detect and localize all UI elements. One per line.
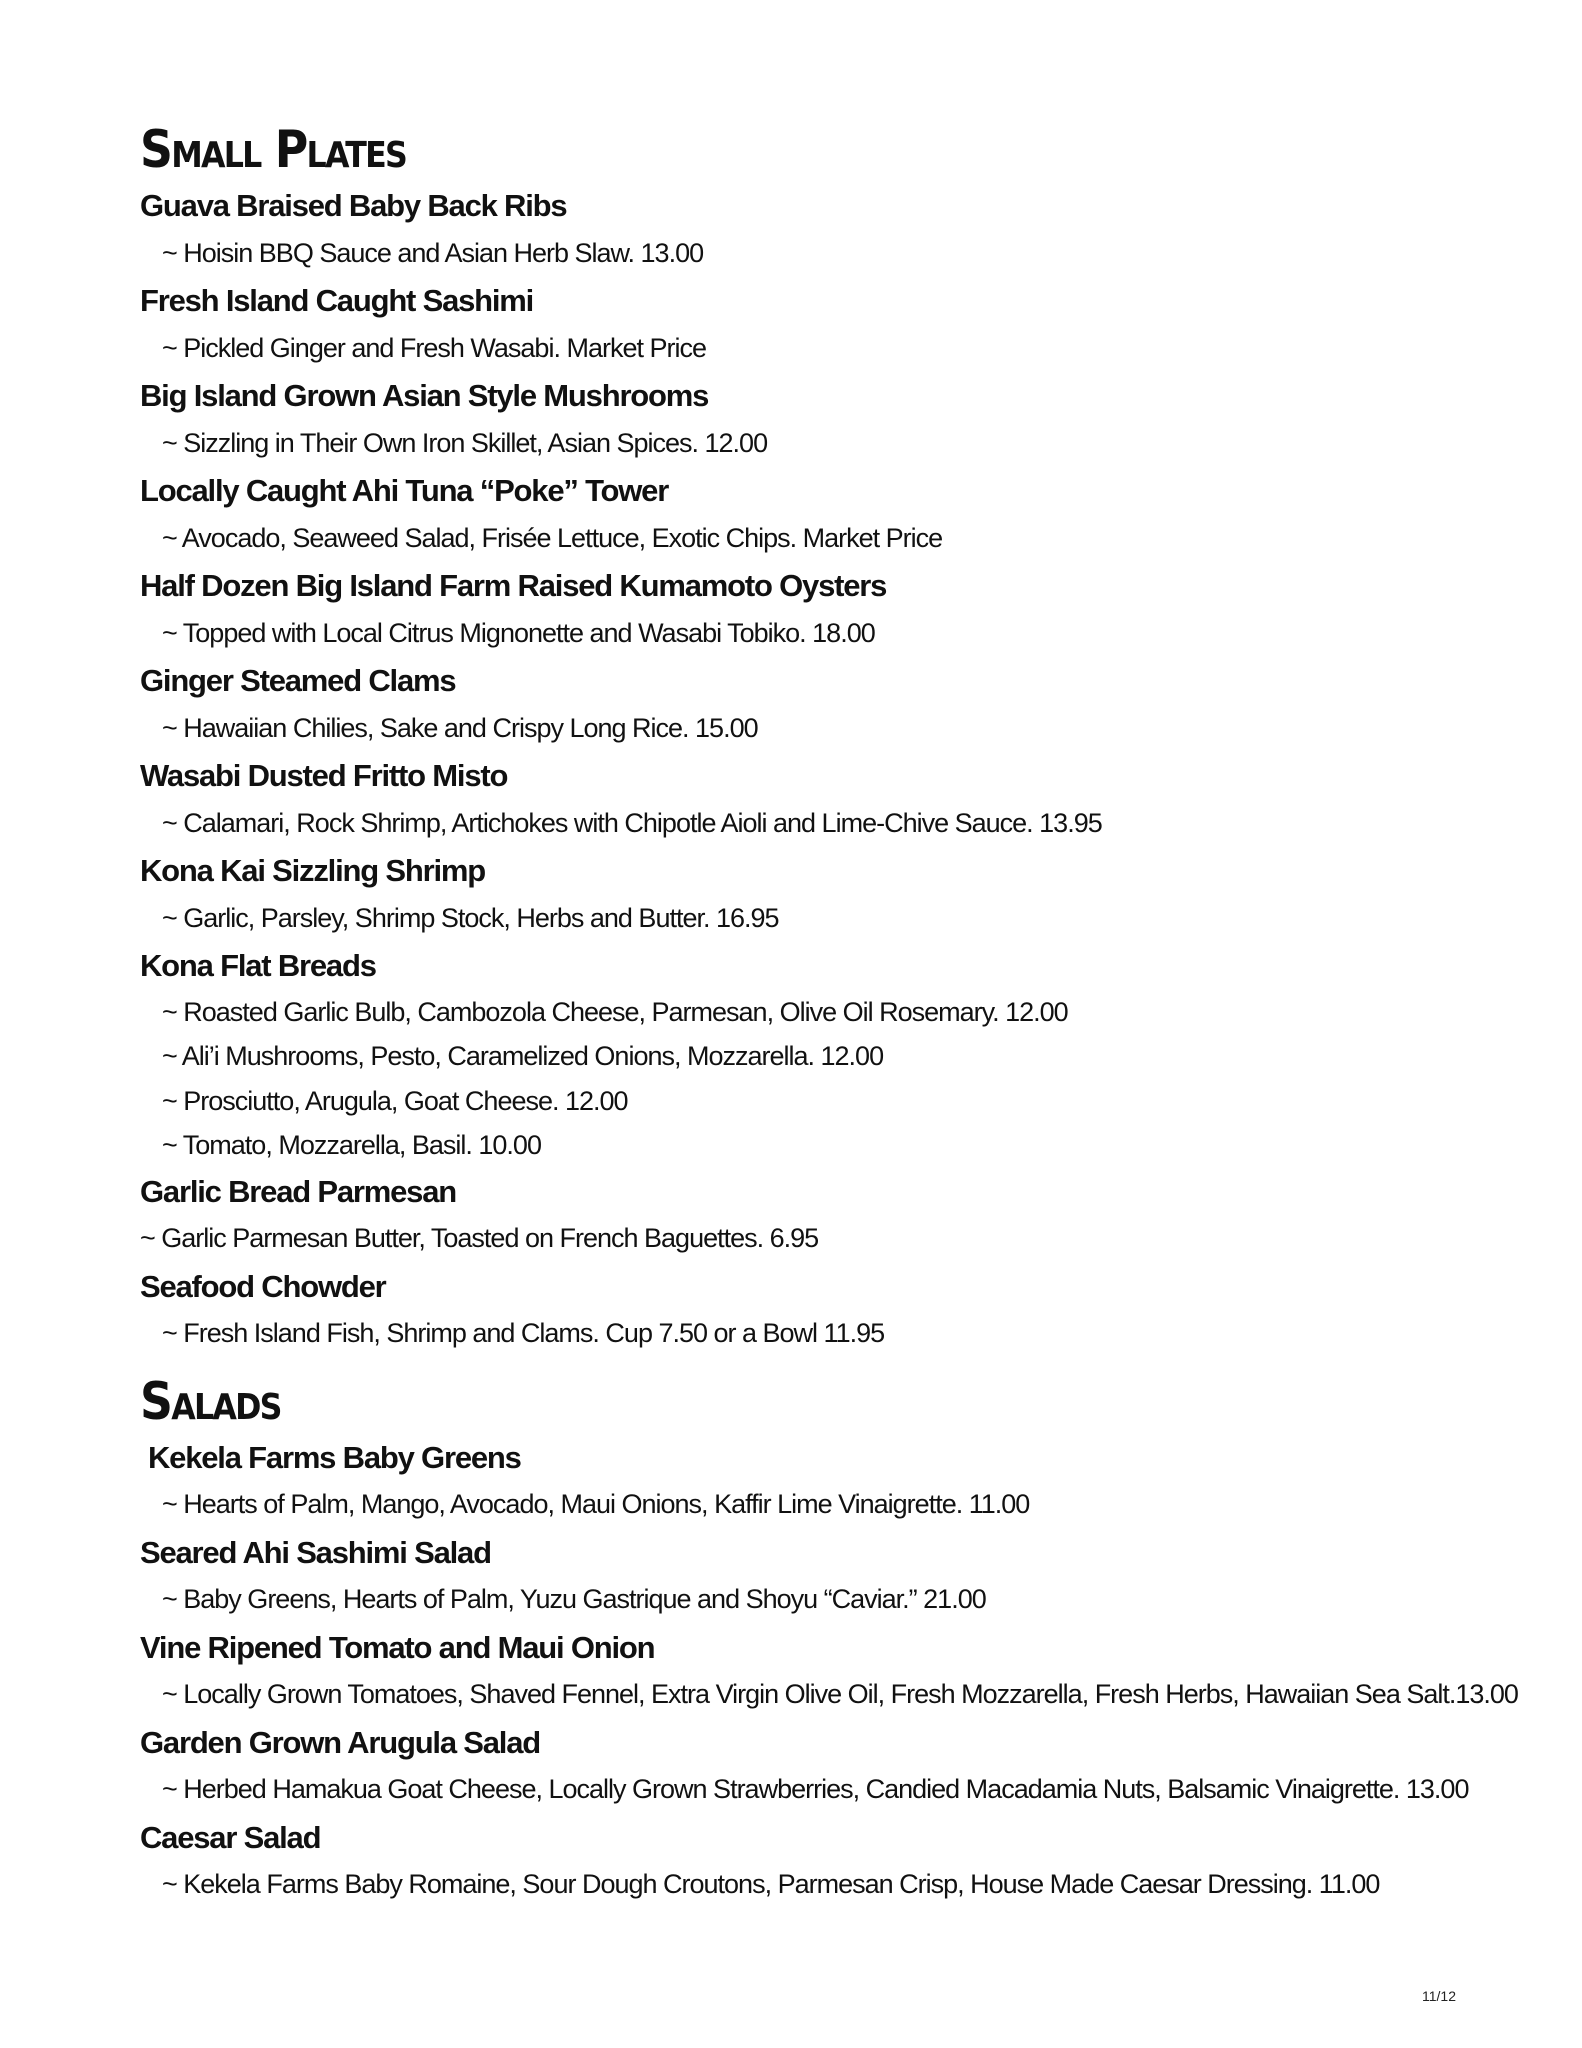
menu-item-name: Kona Flat Breads xyxy=(140,948,376,983)
menu-item-name: Locally Caught Ahi Tuna “Poke” Tower xyxy=(140,473,669,508)
menu-item-guava-ribs xyxy=(140,182,1460,277)
menu-item-description: ~ Ali’i Mushrooms, Pesto, Caramelized Onions, Mozzarella. 12.00 xyxy=(162,1041,884,1071)
menu-item-tomato-onion xyxy=(140,1624,1518,1719)
menu-item-description: ~ Roasted Garlic Bulb, Cambozola Cheese, Parmesan, Olive Oil Rosemary. 12.00 xyxy=(162,996,1068,1027)
menu-item-garlic-bread xyxy=(140,1168,1460,1263)
menu-item-name: Kekela Farms Baby Greens xyxy=(148,1439,521,1475)
menu-item-caesar-salad xyxy=(140,1814,1460,1909)
menu-item-description: ~ Avocado, Seaweed Salad, Frisée Lettuce, Exotic Chips. Market Price xyxy=(162,522,943,553)
menu-item-flat-breads xyxy=(140,942,1460,1168)
menu-item-name: Fresh Island Caught Sashimi xyxy=(140,283,534,318)
menu-item-name: Garlic Bread Parmesan xyxy=(140,1173,456,1209)
section-title-small-plates: Small Plates xyxy=(140,120,407,180)
menu-item-description: ~ Hawaiian Chilies, Sake and Crispy Long Rice. 15.00 xyxy=(162,712,758,743)
menu-item-name: Vine Ripened Tomato and Maui Onion xyxy=(140,1629,655,1665)
menu-item-sashimi xyxy=(140,277,1460,372)
menu-item-name: Half Dozen Big Island Farm Raised Kumamoto Oysters xyxy=(140,568,887,603)
menu-item-description: ~ Herbed Hamakua Goat Cheese, Locally Grown Strawberries, Candied Macadamia Nuts, Balsamic Vinaigrette. 13.00 xyxy=(162,1774,1469,1804)
menu-item-description: ~ Locally Grown Tomatoes, Shaved Fennel, Extra Virgin Olive Oil, Fresh Mozzarella, Fresh Herbs, Hawaiian Sea Salt.13.00 xyxy=(162,1679,1518,1709)
menu-item-name: Ginger Steamed Clams xyxy=(140,663,456,698)
menu-item-name: Seared Ahi Sashimi Salad xyxy=(140,1534,491,1570)
section-title-salads: Salads xyxy=(140,1371,281,1432)
menu-item-name: Garden Grown Arugula Salad xyxy=(140,1724,540,1760)
menu-item-mushrooms xyxy=(140,372,1460,467)
menu-item-fritto-misto xyxy=(140,752,1460,847)
menu-item-description: ~ Topped with Local Citrus Mignonette and Wasabi Tobiko. 18.00 xyxy=(162,617,875,648)
menu-item-description: ~ Sizzling in Their Own Iron Skillet, Asian Spices. 12.00 xyxy=(162,427,768,458)
menu-item-description: ~ Hearts of Palm, Mango, Avocado, Maui Onions, Kaffir Lime Vinaigrette. 11.00 xyxy=(162,1489,1030,1519)
page-number: 11/12 xyxy=(1422,1988,1456,2004)
menu-item-description: ~ Fresh Island Fish, Shrimp and Clams. Cup 7.50 or a Bowl 11.95 xyxy=(162,1318,885,1348)
menu-item-description: ~ Garlic Parmesan Butter, Toasted on French Baguettes. 6.95 xyxy=(140,1223,819,1253)
menu-item-poke-tower xyxy=(140,467,1460,562)
menu-item-name: Seafood Chowder xyxy=(140,1268,386,1304)
menu-item-name: Guava Braised Baby Back Ribs xyxy=(140,188,567,223)
menu-item-sizzling-shrimp xyxy=(140,847,1460,942)
menu-item-clams xyxy=(140,657,1460,752)
menu-content xyxy=(140,118,1518,1909)
menu-item-description: ~ Hoisin BBQ Sauce and Asian Herb Slaw. 13.00 xyxy=(162,237,704,268)
menu-item-chowder xyxy=(140,1263,1460,1358)
menu-item-description: ~ Baby Greens, Hearts of Palm, Yuzu Gastrique and Shoyu “Caviar.” 21.00 xyxy=(162,1584,986,1614)
menu-item-baby-greens xyxy=(140,1434,1460,1529)
menu-item-name: Wasabi Dusted Fritto Misto xyxy=(140,758,508,793)
menu-item-name: Caesar Salad xyxy=(140,1819,321,1855)
menu-item-description: ~ Kekela Farms Baby Romaine, Sour Dough Croutons, Parmesan Crisp, House Made Caesar Dressing. 11.00 xyxy=(162,1869,1380,1899)
menu-item-description: ~ Calamari, Rock Shrimp, Artichokes with Chipotle Aioli and Lime-Chive Sauce. 13.95 xyxy=(162,807,1102,838)
menu-item-description: ~ Prosciutto, Arugula, Goat Cheese. 12.00 xyxy=(162,1085,628,1116)
menu-item-name: Big Island Grown Asian Style Mushrooms xyxy=(140,378,709,413)
menu-item-description: ~ Tomato, Mozzarella, Basil. 10.00 xyxy=(162,1130,541,1160)
menu-item-name: Kona Kai Sizzling Shrimp xyxy=(140,853,485,888)
menu-item-ahi-salad xyxy=(140,1529,1460,1624)
menu-item-description: ~ Garlic, Parsley, Shrimp Stock, Herbs and Butter. 16.95 xyxy=(162,902,779,933)
menu-item-arugula-salad xyxy=(140,1719,1469,1814)
menu-item-description: ~ Pickled Ginger and Fresh Wasabi. Market Price xyxy=(162,332,706,363)
menu-item-oysters xyxy=(140,562,1460,657)
